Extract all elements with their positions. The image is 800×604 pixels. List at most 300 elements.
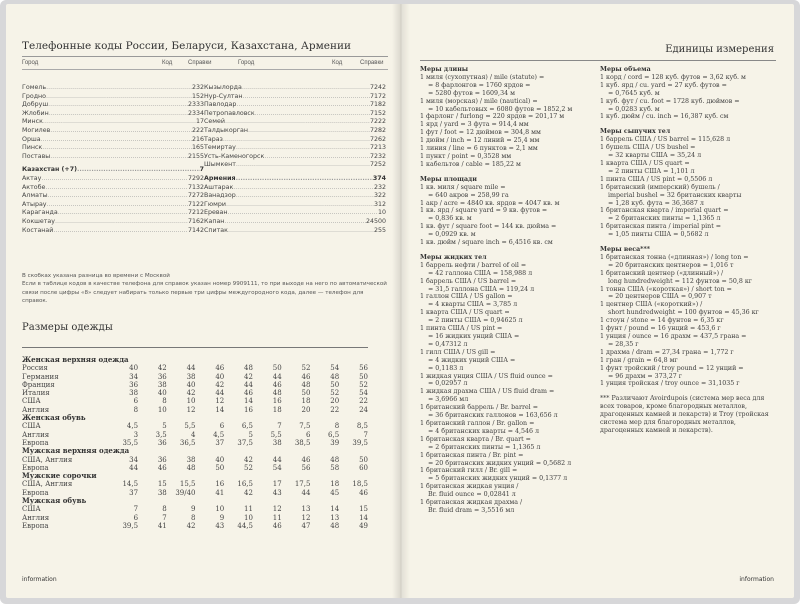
size-value: 39,5 [352,438,368,447]
unit-line: 1 жидкая унция США / US fluid ounce = [420,372,553,380]
sizes-row-label: Англия [22,405,50,414]
unit-line: Br. fluid ounce = 0,02841 л [428,491,516,499]
dot-leader [226,201,374,210]
city-code-row [204,144,386,153]
city-name: Кызылорда [204,84,242,91]
unit-line: 1 британская кварта / Br. quart = [420,435,531,443]
unit-line: 1 унция тройская / troy ounce = 31,1035 г [600,380,740,388]
dot-leader [236,161,370,170]
unit-line: = 0,7645 куб. м [608,89,660,97]
city-code-row [204,227,386,236]
unit-line: 1 тонна США («короткая») / short ton = [600,285,732,293]
country-code-row [204,175,386,184]
size-value: 18 [272,405,282,414]
unit-line: 1 куб. дюйм / cu. inch = 16,387 куб. см [600,113,729,121]
size-value: 52 [359,380,368,389]
unit-line: 1 фарлонг / furlong = 220 ярдов = 201,17 м [420,113,565,121]
city-name: Атырау [22,200,47,208]
city-name: Павлодар [204,101,237,109]
city-code-row [22,93,204,102]
city-code-row [22,127,204,136]
dial-code: 232 [373,183,386,191]
dot-leader [46,93,192,102]
city-name: Петропавловск [204,109,255,117]
size-value: 6 [133,513,139,522]
size-value: 58 [330,463,340,472]
size-value: 42 [157,364,167,373]
dot-leader [255,110,370,119]
size-value: 39/40 [175,488,196,497]
size-value: 48 [186,463,196,472]
size-value: 7 [162,513,167,522]
size-value: 38 [129,389,139,398]
header-code: Код [162,60,173,66]
size-value: 8 [191,513,196,522]
size-value: 10 [215,505,225,514]
unit-line: 1 центнер США («короткий») / [600,301,703,309]
sizes-row [22,431,368,439]
unit-line: 1 британский гилл / Br. gill = [420,467,518,475]
unit-line: imperial bushel = 32 британских кварты [608,191,742,199]
unit-line: 1 гилл США / US gill = [420,348,496,356]
dot-leader [48,192,188,201]
spacer [600,388,770,395]
city-name: Жлобин [22,109,49,117]
size-value: 40 [129,364,139,373]
unit-line: 1 линия / line = 6 пунктов = 2,1 мм [420,145,538,153]
dot-leader [41,175,188,184]
unit-line: = 31,5 галлона США = 119,24 л [428,285,535,293]
sizes-row-label: США [22,505,41,514]
size-value: 4,5 [213,430,225,439]
size-value: 48 [301,380,311,389]
size-value: 8,5 [356,422,368,431]
size-value: 36 [157,455,167,464]
spacer [600,239,770,246]
dot-leader [77,166,200,175]
sizes-section-row [22,414,368,422]
city-code-row [22,110,204,119]
unit-line: = 0,0283 куб. м [608,105,660,113]
unit-line: = 640 акров = 258,99 га [428,191,509,199]
unit-line: 1 жидкая драхма США / US fluid dram = [420,388,555,396]
size-value: 9 [219,513,225,522]
unit-line: 1 британская кварта / imperial quart = [600,207,729,215]
size-value: 40 [157,389,167,398]
city-name: Казахстан (+7) [22,166,77,174]
unit-line: 1 кварта США / US quart = [420,309,510,317]
phone-notes [22,272,388,306]
unit-line: 1 британская пинта / Br. pint = [420,451,524,459]
size-value: 12 [301,513,311,522]
size-value: 40 [186,380,196,389]
size-value: 37 [129,488,139,497]
unit-line: Br. fluid dram = 3,5516 мл [428,506,515,514]
dot-leader [248,127,370,136]
dial-code: 2334 [187,109,204,117]
size-value: 50 [215,463,225,472]
city-name: Семей [204,118,225,126]
dial-code: 17 [195,118,204,126]
city-code-row [22,153,204,162]
header-city: Город [22,60,39,66]
unit-line: = 4 кварты США = 3,785 л [428,301,518,309]
size-value: 7 [133,505,139,514]
size-value: 48 [244,364,253,373]
sizes-row-label: США, Англия [22,455,73,464]
size-value: 14 [330,505,340,514]
sizes-section-row [22,472,368,480]
city-code-row [204,84,386,93]
unit-line: = 1,28 куб. фута = 36,3687 л [608,199,704,207]
city-name: Могилев [22,126,51,134]
size-value: 46 [301,372,311,381]
size-value: 42 [244,455,253,464]
unit-line: = 32 кварты США = 35,24 л [608,152,702,160]
dot-leader [42,144,192,153]
size-value: 12 [272,505,282,514]
city-name: Гюмри [204,200,226,208]
units-column-2 [600,66,770,435]
city-code-row [204,201,386,210]
size-value: 22 [359,397,368,406]
city-name: Минск [22,118,43,126]
size-value: 8 [162,397,167,406]
unit-line: = 42 галлона США = 158,988 л [428,269,533,277]
size-value: 44 [272,372,282,381]
size-value: 12 [215,397,225,406]
size-value: 46 [359,488,368,497]
dot-leader [236,175,373,184]
unit-line: 1 баррель США / US barrel = [420,277,517,285]
phone-codes-title: Телефонные коды России, Беларуси, Казахстана, Армении [22,40,351,52]
size-value: 42 [244,372,253,381]
sizes-section-label: Мужские сорочки [22,471,97,481]
unit-line: = 4 британских кварты = 4,546 л [428,427,540,435]
dial-code: 7213 [369,144,386,152]
size-value: 38 [272,438,282,447]
unit-section-heading: Меры сыпучих тел [600,128,671,136]
city-code-row [22,84,204,93]
sizes-row [22,389,368,397]
sizes-row [22,422,368,430]
spacer [420,247,592,254]
size-value: 45 [330,488,340,497]
size-value: 11 [244,505,253,514]
dial-code: 7272 [187,192,204,200]
sizes-section-label: Мужская обувь [22,496,87,506]
dial-code: 7172 [369,92,386,100]
size-value: 44 [129,463,139,472]
size-value: 47 [301,521,311,530]
city-name: Орша [22,135,41,143]
size-value: 15,5 [179,480,196,489]
dial-code: 7292 [187,174,204,182]
size-value: 48 [330,521,340,530]
size-value: 14 [215,405,225,414]
size-value: 56 [359,364,368,373]
city-code-row [204,110,386,119]
size-value: 38 [157,488,167,497]
sizes-row-label: Франция [22,380,55,389]
sizes-row [22,505,368,513]
right-page [400,4,794,598]
dial-code: 216 [191,135,204,143]
size-value: 6,5 [328,430,340,439]
unit-line: 1 пинта США / US pint = [420,325,503,333]
unit-line: = 0,02957 л [428,380,468,388]
dot-leader [236,101,370,110]
units-column-1 [420,66,592,515]
dot-leader [242,84,370,93]
unit-line: = 1,05 пинты США = 0,5682 л [608,231,709,239]
unit-line: 1 баррель США / US barrel = 115,628 л [600,136,731,144]
size-value: 54 [272,463,282,472]
sizes-title: Размеры одежды [22,322,113,333]
unit-line: 1 баррель нефти / barrel of oil = [420,261,527,269]
sizes-row-label: Англия [22,513,50,522]
city-name: Костанай [22,226,54,234]
sizes-section-row [22,447,368,455]
page-gutter [392,4,410,598]
sizes-row-label: Россия [22,364,48,373]
size-value: 46 [272,521,282,530]
size-value: 52 [244,463,253,472]
size-value: 5,5 [184,422,196,431]
size-value: 50 [272,364,282,373]
header-rule [22,69,388,70]
unit-line: 1 унция / ounce = 16 драхм = 437,5 грана = [600,333,747,340]
unit-section-heading: Меры площади [420,175,477,183]
size-value: 41 [215,488,225,497]
sizes-section-label: Женская верхняя одежда [22,355,129,364]
dot-leader [233,184,374,193]
dot-leader [48,101,188,110]
dot-leader [58,209,188,218]
unit-section-heading: Меры длины [420,66,469,73]
unit-line: 1 куб. ярд / cu. yard = 27 куб. футов = [600,81,727,89]
right-footer: information [739,576,774,583]
dial-code: 7282 [369,126,386,134]
size-value: 60 [359,463,368,472]
unit-line: 1 кв. ярд / square yard = 9 кв. футов = [420,207,548,215]
size-value: 46 [215,364,225,373]
unit-line: long hundredweight = 112 фунтов = 50,8 кг [608,277,753,285]
size-value: 44 [244,380,253,389]
size-value: 50 [301,389,311,398]
spacer [420,169,592,176]
city-name: Алматы [22,192,48,200]
unit-line: = 10 кабельтовых = 6080 футов = 1852,2 м [428,105,573,113]
unit-line: 1 фунт / pound = 16 унций = 453,6 г [600,325,721,333]
unit-line: = 2 британских пинты = 1,1365 л [608,215,721,223]
city-code-row [204,118,386,127]
city-code-row [22,175,204,184]
size-value: 6,5 [241,422,253,431]
sizes-row [22,373,368,381]
dot-leader [45,184,188,193]
dot-leader [41,136,192,145]
size-value: 39 [330,438,340,447]
dial-code: 10 [377,209,386,217]
city-name: Спитак [204,226,228,234]
size-value: 48 [330,372,340,381]
sizes-row-label: США, Англия [22,480,73,489]
size-value: 46 [301,455,311,464]
size-value: 13 [330,513,340,522]
unit-line: 1 кв. миля / square mile = [420,183,506,191]
unit-line: 1 британский баррель / Br. barrel = [420,404,538,412]
unit-line: = 0,836 кв. м [428,215,472,223]
phone-codes-column-1 [22,84,204,235]
size-value: 50 [359,455,368,464]
city-name: Караганда [22,209,58,217]
city-code-row [22,144,204,153]
size-value: 36 [157,438,167,447]
size-value: 3,5 [155,430,167,439]
sizes-row-label: США [22,397,41,406]
unit-line: 1 кабельтов / cable = 185,22 м [420,160,521,168]
size-value: 52 [301,364,311,373]
city-code-row [22,227,204,236]
sizes-row [22,397,368,405]
dial-code: 312 [373,200,386,208]
city-name: Гродно [22,92,47,100]
unit-footnote: *** Различают Avoirdupois (система мер веса для всех товаров, кроме благородных металлов, драгоценных камней и лекарств) и Troy (тройская система мер для благородных металлов, драгоценных камней и лекарств). [600,395,769,434]
header-city-2: Город [238,60,255,66]
city-name: Шымкент [204,161,236,169]
dial-code: 165 [191,144,204,152]
size-value: 42 [186,521,196,530]
dot-leader [225,118,370,127]
size-value: 37 [215,438,225,447]
size-value: 9 [191,505,196,514]
dial-code: 222 [191,126,204,134]
city-name: Актобе [22,183,46,191]
size-value: 54 [359,389,368,398]
sizes-row [22,364,368,372]
unit-line: 1 пункт / point = 0,3528 мм [420,152,512,160]
dial-code: 152 [191,92,204,100]
size-value: 5 [248,430,253,439]
city-code-row [204,93,386,102]
size-value: 7 [277,422,282,431]
unit-line: 1 корд / cord = 128 куб. футов = 3,62 куб. м [600,73,746,81]
size-value: 22 [330,405,340,414]
city-code-row [22,192,204,201]
sizes-rule [22,347,368,348]
sizes-row [22,480,368,488]
dial-code: 2155 [187,152,204,160]
size-value: 5 [162,422,167,431]
units-rule [420,60,776,61]
size-value: 16 [244,405,253,414]
size-value: 39,5 [122,521,139,530]
size-value: 17 [272,480,282,489]
dot-leader [55,218,188,227]
size-value: 11 [272,513,282,522]
phone-codes-column-2 [204,84,386,235]
size-value: 42 [215,380,225,389]
dial-code: 7142 [187,226,204,234]
dot-leader [49,110,188,119]
unit-line: = 0,47312 л [428,340,468,348]
city-code-row [22,201,204,210]
size-value: 7 [363,430,368,439]
sizes-row-label: Англия [22,430,50,439]
city-code-row [204,209,386,218]
unit-line: 1 кварта США / US quart = [600,159,690,167]
size-value: 50 [359,372,368,381]
size-value: 14 [359,513,368,522]
size-value: 4 [191,430,196,439]
size-value: 38 [186,455,196,464]
size-value: 38,5 [294,438,311,447]
clothing-sizes-table [22,356,368,530]
sizes-section-row [22,356,368,364]
city-name: Добруш [22,101,49,109]
dot-leader [228,227,374,236]
unit-line: = 20 британских центнеров = 1,016 т [608,261,734,269]
unit-line: 1 миля (сухопутная) / mile (statute) = [420,73,545,81]
dial-code: 7122 [187,200,204,208]
left-footer: information [22,576,57,583]
city-name: Пинск [22,144,43,152]
dot-leader [47,201,188,210]
city-code-row [22,118,204,127]
dial-code: 7132 [187,183,204,191]
sizes-row-label: Европа [22,438,49,447]
dial-code: 7152 [369,109,386,117]
city-code-row [22,101,204,110]
header-help: Справки [188,60,212,66]
dial-code: 7232 [369,152,386,160]
dot-leader [50,153,188,162]
sizes-row [22,456,368,464]
city-name: Поставы [22,152,51,160]
unit-line: 1 куб. фут / cu. foot = 1728 куб. дюймов = [600,97,740,105]
city-name: Ереван [204,209,228,217]
size-value: 43 [215,521,225,530]
unit-line: = 0,1183 л [428,364,464,372]
unit-line: short hundredweight = 100 фунтов = 45,36 кг [608,309,759,317]
sizes-row-label: Италия [22,389,50,398]
unit-line: 1 ярд / yard = 3 фута = 914,4 мм [420,121,529,129]
unit-line: 1 фунт тройский / troy pound = 12 унций = [600,364,744,372]
units-title: Единицы измерения [665,44,774,55]
unit-line: = 28,35 г [608,340,639,348]
size-value: 10 [157,405,167,414]
size-value: 16 [215,480,225,489]
dial-code: 7162 [187,217,204,225]
size-value: 4,5 [126,422,139,431]
dot-leader [43,118,196,127]
size-value: 3 [133,430,139,439]
unit-line: = 96 драхм = 373,27 г [608,372,683,380]
unit-line: = 5280 футов = 1609,34 м [428,89,515,97]
note-help-number: Если в таблице кодов в качестве телефона для справок указан номер 9909111, то при выходе на него по автоматической связи после цифры «8» следует набирать только первые три цифры междугородного кода, далее — телефон для справок. [22,281,387,305]
size-value: 44 [215,389,225,398]
size-value: 36 [129,380,139,389]
title-rule [22,56,388,57]
size-value: 20 [330,397,340,406]
city-code-row [22,136,204,145]
size-value: 16 [272,397,282,406]
size-value: 54 [330,364,340,373]
size-value: 6 [219,422,225,431]
size-value: 56 [301,463,311,472]
unit-section-heading: Меры веса*** [600,246,651,254]
